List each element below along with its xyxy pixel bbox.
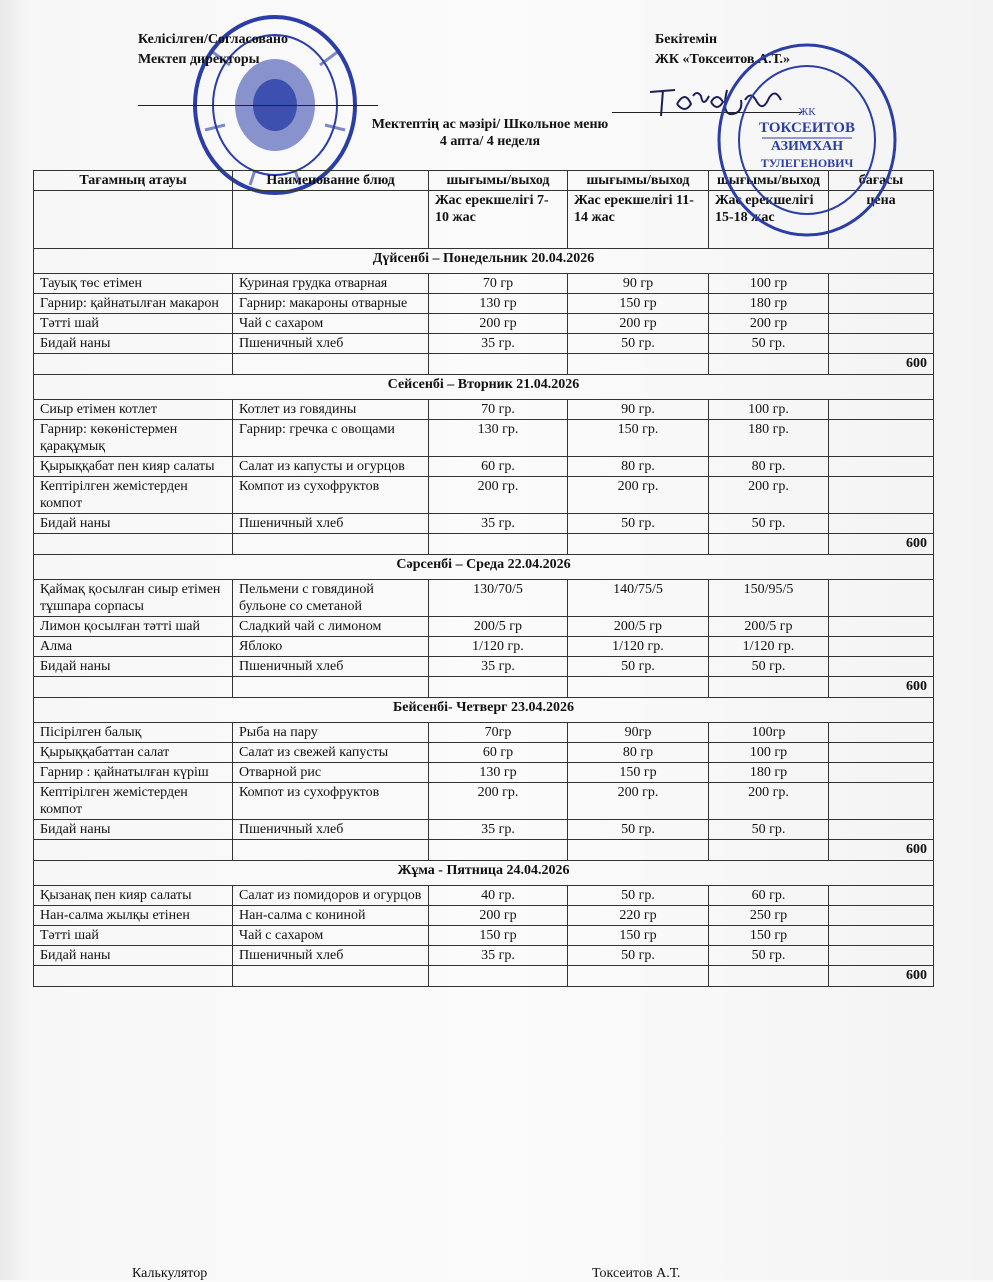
portion-15-18: 200 гр. (709, 783, 829, 820)
portion-7-10: 150 гр (429, 926, 568, 946)
price-cell (829, 637, 934, 657)
table-row (34, 514, 934, 534)
portion-15-18: 200/5 гр (709, 617, 829, 637)
day-price-row (34, 354, 934, 375)
dish-name-kz: Пісірілген балық (34, 723, 233, 743)
portion-7-10: 130 гр. (429, 420, 568, 457)
portion-11-14: 90гр (568, 723, 709, 743)
day-price: 600 (829, 354, 934, 375)
portion-7-10: 35 гр. (429, 946, 568, 966)
portion-15-18: 150/95/5 (709, 580, 829, 617)
col-header-ru: Наименование блюд (233, 171, 429, 191)
table-row (34, 657, 934, 677)
dish-name-kz: Тәтті шай (34, 314, 233, 334)
stamp-text-3: АЗИМХАН (770, 139, 844, 154)
price-cell (829, 946, 934, 966)
empty-cell (429, 354, 568, 375)
dish-name-ru: Рыба на пару (233, 723, 429, 743)
price-cell (829, 294, 934, 314)
table-row (34, 906, 934, 926)
portion-7-10: 35 гр. (429, 820, 568, 840)
portion-11-14: 150 гр. (568, 420, 709, 457)
portion-11-14: 140/75/5 (568, 580, 709, 617)
day-title: Сәрсенбі – Среда 22.04.2026 (34, 555, 934, 580)
dish-name-ru: Гарнир: макароны отварные (233, 294, 429, 314)
dish-name-kz: Гарнир: қайнатылған макарон (34, 294, 233, 314)
table-row (34, 820, 934, 840)
day-price-row (34, 677, 934, 698)
empty-cell (568, 840, 709, 861)
empty-cell (709, 354, 829, 375)
col-header-price: бағасы (829, 171, 934, 191)
portion-7-10: 130/70/5 (429, 580, 568, 617)
price-cell (829, 926, 934, 946)
day-price-row (34, 534, 934, 555)
price-label-ru: цена (829, 191, 934, 249)
portion-15-18: 100 гр. (709, 400, 829, 420)
approve-label: Бекітемін (655, 32, 718, 47)
empty-cell (34, 840, 233, 861)
portion-15-18: 180 гр (709, 294, 829, 314)
price-cell (829, 723, 934, 743)
day-header-row (34, 375, 934, 400)
portion-11-14: 50 гр. (568, 820, 709, 840)
portion-11-14: 80 гр (568, 743, 709, 763)
table-row (34, 723, 934, 743)
day-price: 600 (829, 840, 934, 861)
dish-name-ru: Пшеничный хлеб (233, 820, 429, 840)
col-header-out3: шығымы/выход (709, 171, 829, 191)
day-header-row (34, 249, 934, 274)
portion-7-10: 200 гр. (429, 783, 568, 820)
portion-15-18: 80 гр. (709, 457, 829, 477)
company-label: ЖК «Токсеитов А.Т.» (655, 52, 791, 67)
dish-name-ru: Салат из помидоров и огурцов (233, 886, 429, 906)
price-cell (829, 457, 934, 477)
portion-15-18: 100гр (709, 723, 829, 743)
portion-15-18: 200 гр. (709, 477, 829, 514)
empty-cell (568, 966, 709, 987)
portion-7-10: 200 гр (429, 314, 568, 334)
price-cell (829, 906, 934, 926)
dish-name-ru: Гарнир: гречка с овощами (233, 420, 429, 457)
portion-7-10: 60 гр. (429, 457, 568, 477)
table-row (34, 783, 934, 820)
dish-name-ru: Котлет из говядины (233, 400, 429, 420)
portion-11-14: 50 гр. (568, 946, 709, 966)
price-cell (829, 420, 934, 457)
empty-cell (709, 534, 829, 555)
dish-name-kz: Қырыққабаттан салат (34, 743, 233, 763)
dish-name-kz: Бидай наны (34, 820, 233, 840)
table-row (34, 274, 934, 294)
dish-name-ru: Пшеничный хлеб (233, 946, 429, 966)
portion-11-14: 150 гр (568, 926, 709, 946)
dish-name-ru: Салат из свежей капусты (233, 743, 429, 763)
approval-block-left (138, 30, 288, 70)
portion-15-18: 60 гр. (709, 886, 829, 906)
dish-name-ru: Пельмени с говядиной бульоне со сметаной (233, 580, 429, 617)
price-cell (829, 657, 934, 677)
footer-right: Токсеитов А.Т. (592, 1266, 681, 1281)
portion-11-14: 50 гр. (568, 657, 709, 677)
dish-name-ru: Куриная грудка отварная (233, 274, 429, 294)
portion-7-10: 130 гр (429, 294, 568, 314)
portion-15-18: 200 гр (709, 314, 829, 334)
portion-15-18: 1/120 гр. (709, 637, 829, 657)
portion-15-18: 50 гр. (709, 657, 829, 677)
table-row (34, 314, 934, 334)
portion-15-18: 250 гр (709, 906, 829, 926)
table-row (34, 334, 934, 354)
portion-7-10: 60 гр (429, 743, 568, 763)
price-cell (829, 886, 934, 906)
menu-title-line1: Мектептің ас мәзірі/ Школьное меню (371, 117, 609, 132)
table-row (34, 580, 934, 617)
dish-name-ru: Яблоко (233, 637, 429, 657)
price-cell (829, 617, 934, 637)
portion-7-10: 35 гр. (429, 514, 568, 534)
menu-table (33, 170, 934, 987)
dish-name-kz: Бидай наны (34, 514, 233, 534)
portion-7-10: 70 гр. (429, 400, 568, 420)
portion-11-14: 220 гр (568, 906, 709, 926)
table-row (34, 457, 934, 477)
day-title: Дүйсенбі – Понедельник 20.04.2026 (34, 249, 934, 274)
day-price: 600 (829, 966, 934, 987)
dish-name-kz: Нан-салма жылқы етінен (34, 906, 233, 926)
dish-name-kz: Кептірілген жемістерден компот (34, 477, 233, 514)
portion-11-14: 90 гр (568, 274, 709, 294)
table-row (34, 926, 934, 946)
table-row (34, 763, 934, 783)
table-row (34, 637, 934, 657)
day-price-row (34, 966, 934, 987)
portion-15-18: 50 гр. (709, 334, 829, 354)
portion-15-18: 150 гр (709, 926, 829, 946)
empty-cell (429, 534, 568, 555)
col-header-out2: шығымы/выход (568, 171, 709, 191)
portion-11-14: 1/120 гр. (568, 637, 709, 657)
dish-name-ru: Чай с сахаром (233, 314, 429, 334)
empty-cell (233, 534, 429, 555)
price-cell (829, 477, 934, 514)
portion-7-10: 35 гр. (429, 657, 568, 677)
portion-11-14: 200/5 гр (568, 617, 709, 637)
day-title: Жұма - Пятница 24.04.2026 (34, 861, 934, 886)
empty-cell (568, 534, 709, 555)
menu-title (340, 116, 640, 150)
empty-cell (429, 966, 568, 987)
col-header-kz: Тағамның атауы (34, 171, 233, 191)
portion-11-14: 80 гр. (568, 457, 709, 477)
portion-7-10: 130 гр (429, 763, 568, 783)
price-cell (829, 334, 934, 354)
portion-11-14: 150 гр (568, 294, 709, 314)
empty-cell (568, 677, 709, 698)
price-cell (829, 400, 934, 420)
age-group-3: Жас ерекшелігі 15-18 жас (709, 191, 829, 249)
empty-cell (709, 966, 829, 987)
empty-cell (568, 354, 709, 375)
price-cell (829, 580, 934, 617)
age-empty-1 (34, 191, 233, 249)
portion-7-10: 40 гр. (429, 886, 568, 906)
stamp-text-2: ТОКСЕИТОВ (759, 120, 855, 136)
portion-15-18: 100 гр (709, 274, 829, 294)
dish-name-kz: Тәтті шай (34, 926, 233, 946)
dish-name-ru: Нан-салма с кониной (233, 906, 429, 926)
day-title: Бейсенбі- Четверг 23.04.2026 (34, 698, 934, 723)
dish-name-ru: Компот из сухофруктов (233, 783, 429, 820)
table-row (34, 400, 934, 420)
dish-name-kz: Қаймақ қосылған сиыр етімен тұшпара сорпасы (34, 580, 233, 617)
day-title: Сейсенбі – Вторник 21.04.2026 (34, 375, 934, 400)
day-price-row (34, 840, 934, 861)
dish-name-ru: Сладкий чай с лимоном (233, 617, 429, 637)
dish-name-ru: Отварной рис (233, 763, 429, 783)
portion-7-10: 35 гр. (429, 334, 568, 354)
table-row (34, 617, 934, 637)
portion-15-18: 180 гр. (709, 420, 829, 457)
menu-title-line2: 4 апта/ 4 неделя (439, 134, 541, 149)
dish-name-ru: Пшеничный хлеб (233, 514, 429, 534)
dish-name-kz: Тауық төс етімен (34, 274, 233, 294)
dish-name-kz: Қызанақ пен кияр салаты (34, 886, 233, 906)
day-header-row (34, 861, 934, 886)
portion-15-18: 50 гр. (709, 946, 829, 966)
empty-cell (429, 677, 568, 698)
empty-cell (233, 840, 429, 861)
price-cell (829, 820, 934, 840)
agreed-label: Келісілген/Согласовано (138, 32, 288, 47)
portion-7-10: 200/5 гр (429, 617, 568, 637)
dish-name-kz: Қырыққабат пен кияр салаты (34, 457, 233, 477)
portion-11-14: 90 гр. (568, 400, 709, 420)
empty-cell (233, 354, 429, 375)
col-header-out1: шығымы/выход (429, 171, 568, 191)
dish-name-kz: Бидай наны (34, 334, 233, 354)
empty-cell (34, 534, 233, 555)
empty-cell (34, 966, 233, 987)
dish-name-ru: Пшеничный хлеб (233, 657, 429, 677)
empty-cell (709, 677, 829, 698)
price-cell (829, 783, 934, 820)
stamp-text-4: ТУЛЕГЕНОВИЧ (760, 156, 854, 170)
table-row (34, 946, 934, 966)
age-group-2: Жас ерекшелігі 11-14 жас (568, 191, 709, 249)
dish-name-kz: Бидай наны (34, 946, 233, 966)
dish-name-kz: Гарнир : қайнатылған күріш (34, 763, 233, 783)
price-cell (829, 514, 934, 534)
portion-11-14: 150 гр (568, 763, 709, 783)
footer-left: Калькулятор (132, 1266, 208, 1281)
age-group-1: Жас ерекшелігі 7-10 жас (429, 191, 568, 249)
day-header-row (34, 555, 934, 580)
price-cell (829, 274, 934, 294)
director-label: Мектеп директоры (138, 52, 260, 67)
day-header-row (34, 698, 934, 723)
portion-7-10: 200 гр (429, 906, 568, 926)
table-row (34, 886, 934, 906)
price-cell (829, 763, 934, 783)
table-row (34, 743, 934, 763)
company-seal-stamp (712, 40, 902, 240)
dish-name-ru: Пшеничный хлеб (233, 334, 429, 354)
dish-name-kz: Бидай наны (34, 657, 233, 677)
portion-11-14: 200 гр (568, 314, 709, 334)
price-cell (829, 314, 934, 334)
portion-7-10: 200 гр. (429, 477, 568, 514)
dish-name-kz: Сиыр етімен котлет (34, 400, 233, 420)
portion-7-10: 1/120 гр. (429, 637, 568, 657)
empty-cell (34, 677, 233, 698)
dish-name-kz: Кептірілген жемістерден компот (34, 783, 233, 820)
day-price: 600 (829, 677, 934, 698)
table-row (34, 420, 934, 457)
dish-name-kz: Алма (34, 637, 233, 657)
dish-name-ru: Компот из сухофруктов (233, 477, 429, 514)
stamp-text-1: ЖК (798, 106, 816, 118)
table-row (34, 294, 934, 314)
empty-cell (233, 677, 429, 698)
portion-11-14: 50 гр. (568, 514, 709, 534)
dish-name-ru: Чай с сахаром (233, 926, 429, 946)
empty-cell (34, 354, 233, 375)
portion-11-14: 50 гр. (568, 886, 709, 906)
portion-15-18: 100 гр (709, 743, 829, 763)
empty-cell (429, 840, 568, 861)
table-row (34, 477, 934, 514)
dish-name-kz: Лимон қосылған тәтті шай (34, 617, 233, 637)
age-empty-2 (233, 191, 429, 249)
price-cell (829, 743, 934, 763)
portion-11-14: 200 гр. (568, 477, 709, 514)
signature-line-left (138, 105, 378, 106)
empty-cell (233, 966, 429, 987)
portion-7-10: 70гр (429, 723, 568, 743)
portion-11-14: 50 гр. (568, 334, 709, 354)
portion-11-14: 200 гр. (568, 783, 709, 820)
dish-name-ru: Салат из капусты и огурцов (233, 457, 429, 477)
day-price: 600 (829, 534, 934, 555)
empty-cell (709, 840, 829, 861)
dish-name-kz: Гарнир: көкөністермен қарақұмық (34, 420, 233, 457)
portion-15-18: 50 гр. (709, 820, 829, 840)
portion-15-18: 50 гр. (709, 514, 829, 534)
portion-15-18: 180 гр (709, 763, 829, 783)
portion-7-10: 70 гр (429, 274, 568, 294)
